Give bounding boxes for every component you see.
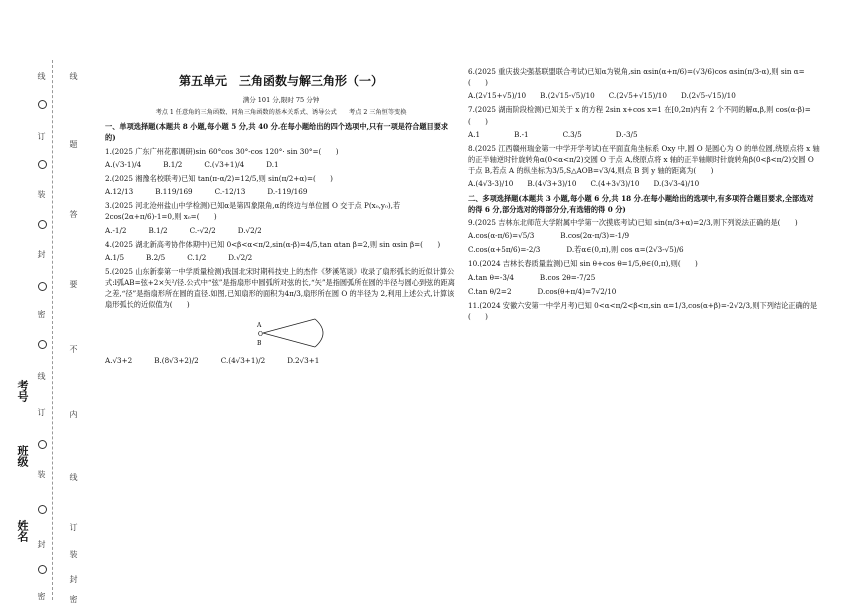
question-7-options bbox=[468, 129, 820, 140]
option: C.1/2 bbox=[187, 252, 207, 262]
option: C.tan θ/2=2 bbox=[468, 286, 512, 296]
question-8-options bbox=[468, 178, 820, 189]
question-6: 6.(2025 重庆拔尖强基联盟联合考试)已知α为锐角,sin αsin(α+π/6)=(√3/6)cos αsin(π/3-α),则 sin α=( ) bbox=[468, 67, 805, 88]
question-3-options bbox=[105, 225, 457, 236]
option: C.cos(α+5π/6)=-2/3 bbox=[468, 245, 541, 255]
binding-hole bbox=[38, 440, 47, 449]
margin-char: 封 bbox=[69, 575, 78, 583]
margin-char: 内 bbox=[69, 410, 78, 418]
option: B.(8√3+2)/2 bbox=[154, 355, 199, 365]
option: B.cos(2α-π/3)=-1/9 bbox=[560, 231, 630, 241]
page-subtitle: 满分 101 分,限时 75 分钟 bbox=[242, 95, 320, 104]
radius-oa bbox=[263, 319, 315, 333]
question-5: 5.(2025 山东新泰第一中学质量检测)我国北宋时期科技史上的杰作《梦溪笔谈》收录了扇形弧长的近似计算公式:l弧AB=弦+2×矢²/径.公式中“弦”是指扇形中圆弧所对弦的长,“矢”是指圆弧所在圆的半径与圆心到弦的距离之差,“径”是指扇形所在圆的直径.如图,已知扇形的面积为4π/3,扇形所在圆 O 的半径为 2,利用上述公式,计算该扇形弧长的近似值为( ) bbox=[105, 266, 455, 310]
margin-char: 封 bbox=[37, 250, 46, 258]
binding-hole bbox=[38, 220, 47, 229]
margin-char: 封 bbox=[37, 540, 46, 548]
section-heading: 一、单项选择题(本题共 8 小题,每小题 5 分,共 40 分.在每小题给出的四个选项中,只有一项是符合题目要求的) bbox=[105, 122, 449, 143]
margin-char: 答 bbox=[69, 210, 78, 218]
margin-char: 装 bbox=[69, 550, 78, 558]
option: C.(√3+1)/4 bbox=[204, 159, 245, 169]
question-2: 2.(2025 湘豫名校联考)已知 tan(π-α/2)=12/5,则 sin(π/2+α)=( ) bbox=[105, 173, 333, 183]
option: A.(2√15+√5)/10 bbox=[468, 91, 527, 101]
question-6-options bbox=[468, 90, 820, 101]
option: D.-119/169 bbox=[267, 187, 308, 197]
question-3: 3.(2025 河北沧州盐山中学检测)已知α是第四象限角,α的终边与单位圆 O 交于点 P(x₀,y₀),若 2cos(2α+π/6)-1=0,则 x₀=( ) bbox=[105, 201, 401, 222]
option: B.2/5 bbox=[146, 252, 166, 262]
binding-hole bbox=[38, 282, 47, 291]
option: A.12/13 bbox=[105, 187, 134, 197]
margin-char: 线 bbox=[37, 72, 46, 80]
left-column bbox=[105, 66, 457, 369]
option: B.cos 2θ=-7/25 bbox=[539, 272, 596, 282]
option: C.(2√5+√15)/10 bbox=[608, 91, 667, 101]
option: D.1 bbox=[266, 159, 279, 169]
option: D.(3√3-4)/10 bbox=[653, 179, 700, 189]
question-11: 11.(2024 安徽六安第一中学月考)已知 0<α<π/2<β<π,sin α=1/3,cos(α+β)=-2√2/3,则下列结论正确的是( ) bbox=[468, 300, 818, 321]
margin-char: 订 bbox=[37, 132, 46, 140]
option: D.-3/5 bbox=[615, 129, 638, 139]
margin-char: 线 bbox=[37, 372, 46, 380]
question-4: 4.(2025 湖北新高考协作体期中)已知 0<β<α<π/2,sin(α-β)=4/5,tan αtan β=2,则 sin αsin β=( ) bbox=[105, 239, 441, 249]
option: B.-1 bbox=[514, 129, 529, 139]
option: A.1/5 bbox=[105, 252, 125, 262]
option: D.√2/2 bbox=[237, 225, 262, 235]
field-name: 姓名 bbox=[16, 520, 29, 542]
question-9-options-row1 bbox=[468, 230, 820, 241]
question-1: 1.(2025 广东广州花都调研)sin 60°cos 30°-cos 120°· sin 30°=( ) bbox=[105, 146, 339, 156]
option: C.(4+3√3)/10 bbox=[590, 179, 640, 189]
margin-char: 密 bbox=[37, 592, 46, 600]
option: B.1/2 bbox=[148, 225, 168, 235]
option: B.119/169 bbox=[155, 187, 193, 197]
section-heading: 二、多项选择题(本题共 3 小题,每小题 6 分,共 18 分.在每小题给出的选项中,有多项符合题目要求,全部选对的得 6 分,部分选对的得部分分,有选错的得 0 分) bbox=[468, 193, 814, 214]
question-9-options-row2 bbox=[468, 244, 820, 255]
question-7: 7.(2025 湖南阶段检测)已知关于 x 的方程 2sin x+cos x=1 在[0,2π)内有 2 个不同的解α,β,则 cos(α-β)=( ) bbox=[468, 105, 811, 126]
question-1-options bbox=[105, 159, 457, 170]
field-exam-number: 考号 bbox=[16, 380, 29, 402]
margin-char: 密 bbox=[69, 595, 78, 603]
option: B.(2√15-√5)/10 bbox=[540, 91, 595, 101]
binding-margin bbox=[0, 0, 95, 608]
option: D.√2/2 bbox=[228, 252, 253, 262]
question-2-options bbox=[105, 186, 457, 197]
option: A.-1/2 bbox=[105, 225, 127, 235]
margin-char: 装 bbox=[37, 470, 46, 478]
margin-char: 不 bbox=[69, 345, 78, 353]
question-5-options bbox=[105, 355, 457, 366]
option: C.(4√3+1)/2 bbox=[220, 355, 266, 365]
binding-hole bbox=[38, 160, 47, 169]
binding-hole bbox=[38, 505, 47, 514]
option: D.2√3+1 bbox=[287, 355, 320, 365]
question-10: 10.(2024 吉林长春质量监测)已知 sin θ+cos θ=1/5,θ∈(0,π),则( ) bbox=[468, 259, 698, 269]
question-10-options-row1 bbox=[468, 272, 820, 283]
question-8: 8.(2025 江西赣州瑞金第一中学开学考试)在平面直角坐标系 Oxy 中,圆 O 是圆心为 O 的单位圆,绕原点将 x 轴的正半轴逆时针旋转角α(0<α<π/2)交圆 O 于点 A,绕原点将 x 轴的正半轴顺时针旋转角β(0<β<π/2)交圆 O 于点 B,若点 A 的纵坐标为3/5,S△AOB=√3/4,则点 B 到 y 轴的距离为( ) bbox=[468, 143, 820, 176]
page-title: 第五单元 三角函数与解三角形（一） bbox=[178, 74, 383, 88]
label-o: O bbox=[258, 330, 263, 338]
margin-char: 线 bbox=[69, 72, 78, 80]
right-column bbox=[468, 66, 820, 324]
option: C.3/5 bbox=[562, 129, 582, 139]
option: B.(4√3+3)/10 bbox=[527, 179, 577, 189]
arc-ab bbox=[315, 319, 323, 347]
option: B.1/2 bbox=[163, 159, 183, 169]
question-9: 9.(2025 吉林东北师范大学附属中学第一次摸底考试)已知 sin(π/3+α)=2/3,则下列说法正确的是( ) bbox=[468, 217, 798, 227]
binding-hole bbox=[38, 340, 47, 349]
option: A.(√3-1)/4 bbox=[105, 159, 142, 169]
margin-char: 订 bbox=[69, 523, 78, 531]
margin-char: 题 bbox=[69, 140, 78, 148]
label-b: B bbox=[257, 339, 262, 347]
margin-char: 密 bbox=[37, 310, 46, 318]
cut-line bbox=[52, 60, 53, 600]
test-points: 考点 1 任意角的三角函数、同角三角函数的基本关系式、诱导公式 考点 2 三角恒等变换 bbox=[155, 108, 407, 116]
question-4-options bbox=[105, 252, 457, 263]
option: C.-√2/2 bbox=[189, 225, 216, 235]
option: A.tan θ=-3/4 bbox=[468, 272, 514, 282]
margin-char: 订 bbox=[37, 408, 46, 416]
option: A.1 bbox=[468, 129, 481, 139]
field-class: 班级 bbox=[16, 445, 29, 467]
option: A.√3+2 bbox=[105, 355, 133, 365]
label-a: A bbox=[257, 321, 262, 329]
option: A.(4√3-3)/10 bbox=[468, 179, 514, 189]
option: D.若α∈(0,π),则 cos α=(2√3-√5)/6 bbox=[566, 245, 684, 255]
option: D.(2√5-√15)/10 bbox=[680, 91, 736, 101]
radius-ob bbox=[263, 333, 315, 347]
option: A.cos(α-π/6)=√5/3 bbox=[468, 231, 535, 241]
margin-char: 要 bbox=[69, 280, 78, 288]
sector-figure bbox=[255, 313, 325, 353]
option: C.-12/13 bbox=[214, 187, 246, 197]
binding-hole bbox=[38, 100, 47, 109]
option: D.cos(θ+π/4)=7√2/10 bbox=[537, 286, 617, 296]
question-10-options-row2 bbox=[468, 286, 820, 297]
binding-hole bbox=[38, 565, 47, 574]
margin-char: 线 bbox=[69, 473, 78, 481]
margin-char: 装 bbox=[37, 190, 46, 198]
